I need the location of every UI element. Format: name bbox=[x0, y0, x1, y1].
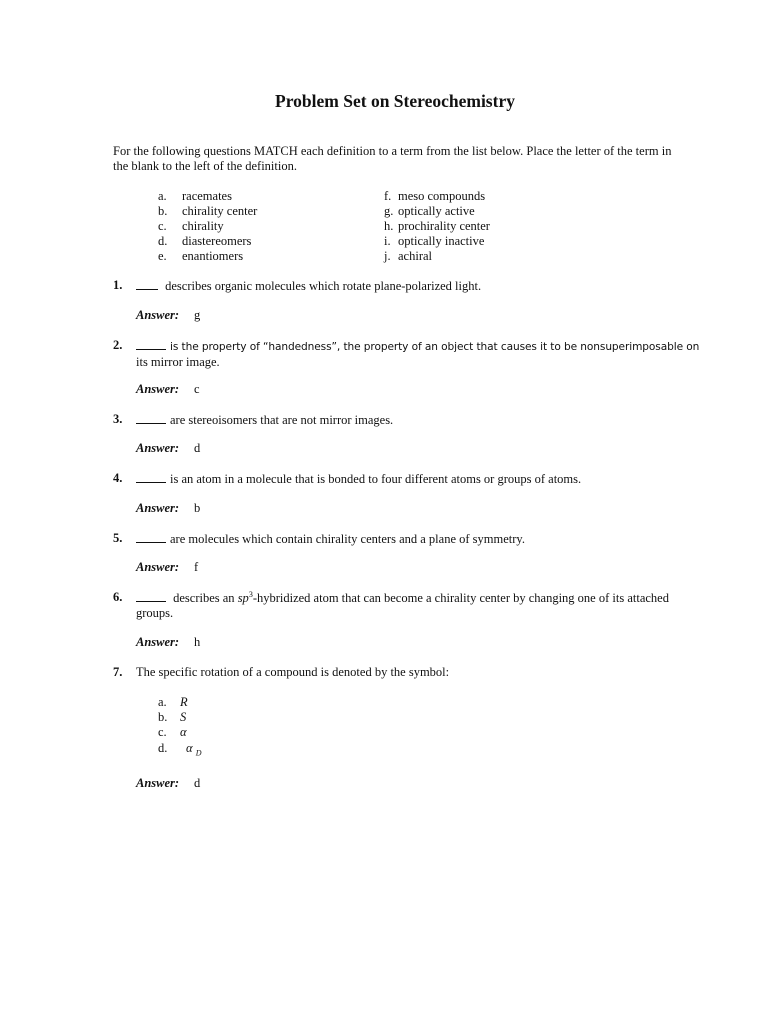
question-text: describes an $sp^3$-hybridized atom that can become a chirality center by changing one of its attached groups. bbox=[136, 589, 669, 620]
question-number: 2. bbox=[113, 338, 123, 352]
option-c: c. α bbox=[158, 725, 187, 739]
term-list-left bbox=[158, 189, 257, 264]
answer-line: Answer: g bbox=[136, 308, 201, 322]
question-text: describes organic molecules which rotate plane-polarized light. bbox=[136, 278, 684, 294]
answer-line: Answer: c bbox=[136, 382, 200, 396]
page-title: Problem Set on Stereochemistry bbox=[275, 91, 515, 111]
term-item: h. prochirality center bbox=[384, 219, 490, 233]
answer-blank bbox=[136, 338, 166, 350]
term-item: a. racemates bbox=[158, 189, 232, 203]
answer-value: f bbox=[194, 560, 199, 574]
question-number: 1. bbox=[113, 278, 123, 292]
answer-value: d bbox=[194, 441, 201, 455]
term-item: f. meso compounds bbox=[384, 189, 486, 203]
term-list-right bbox=[384, 189, 490, 264]
term-item: i. optically inactive bbox=[384, 234, 485, 248]
option-a: a. R bbox=[158, 695, 188, 709]
question-number: 7. bbox=[113, 665, 123, 679]
answer-blank bbox=[136, 531, 166, 543]
answer-line: Answer: f bbox=[136, 560, 199, 574]
answer-value: c bbox=[194, 382, 200, 396]
term-item: d. diastereomers bbox=[158, 234, 252, 248]
question-number: 3. bbox=[113, 412, 123, 426]
answer-line: Answer: d bbox=[136, 776, 201, 790]
question-text: are molecules which contain chirality centers and a plane of symmetry. bbox=[136, 531, 684, 547]
term-item: e. enantiomers bbox=[158, 249, 244, 263]
term-item: g. optically active bbox=[384, 204, 475, 218]
question-number: 4. bbox=[113, 471, 123, 485]
answer-line: Answer: h bbox=[136, 635, 201, 649]
question-text: is the property of “handedness”, the property of an object that causes it to be nonsuperimposable on its mirror image. bbox=[136, 338, 696, 370]
answer-blank bbox=[136, 412, 166, 424]
answer-value: d bbox=[194, 776, 201, 790]
question-text: The specific rotation of a compound is denoted by the symbol: bbox=[136, 665, 450, 679]
answer-line: Answer: d bbox=[136, 441, 201, 455]
option-d: d. α $_D$ bbox=[158, 741, 202, 758]
answer-blank bbox=[136, 471, 166, 483]
answer-value: h bbox=[194, 635, 201, 649]
option-b: b. S bbox=[158, 710, 187, 724]
question-number: 5. bbox=[113, 531, 123, 545]
answer-value: g bbox=[194, 308, 201, 322]
question-text: is an atom in a molecule that is bonded to four different atoms or groups of atoms. bbox=[136, 471, 684, 487]
term-item: c. chirality bbox=[158, 219, 224, 233]
question-number: 6. bbox=[113, 590, 123, 604]
question-text: are stereoisomers that are not mirror images. bbox=[136, 412, 684, 428]
answer-value: b bbox=[194, 501, 201, 515]
answer-blank bbox=[136, 590, 166, 602]
term-item: j. achiral bbox=[384, 249, 433, 263]
answer-line: Answer: b bbox=[136, 501, 201, 515]
term-item: b. chirality center bbox=[158, 204, 258, 218]
instructions: For the following questions MATCH each definition to a term from the list below. Place the letter of the term in the blank to the left of the definition. bbox=[113, 144, 672, 173]
answer-blank bbox=[136, 278, 158, 290]
